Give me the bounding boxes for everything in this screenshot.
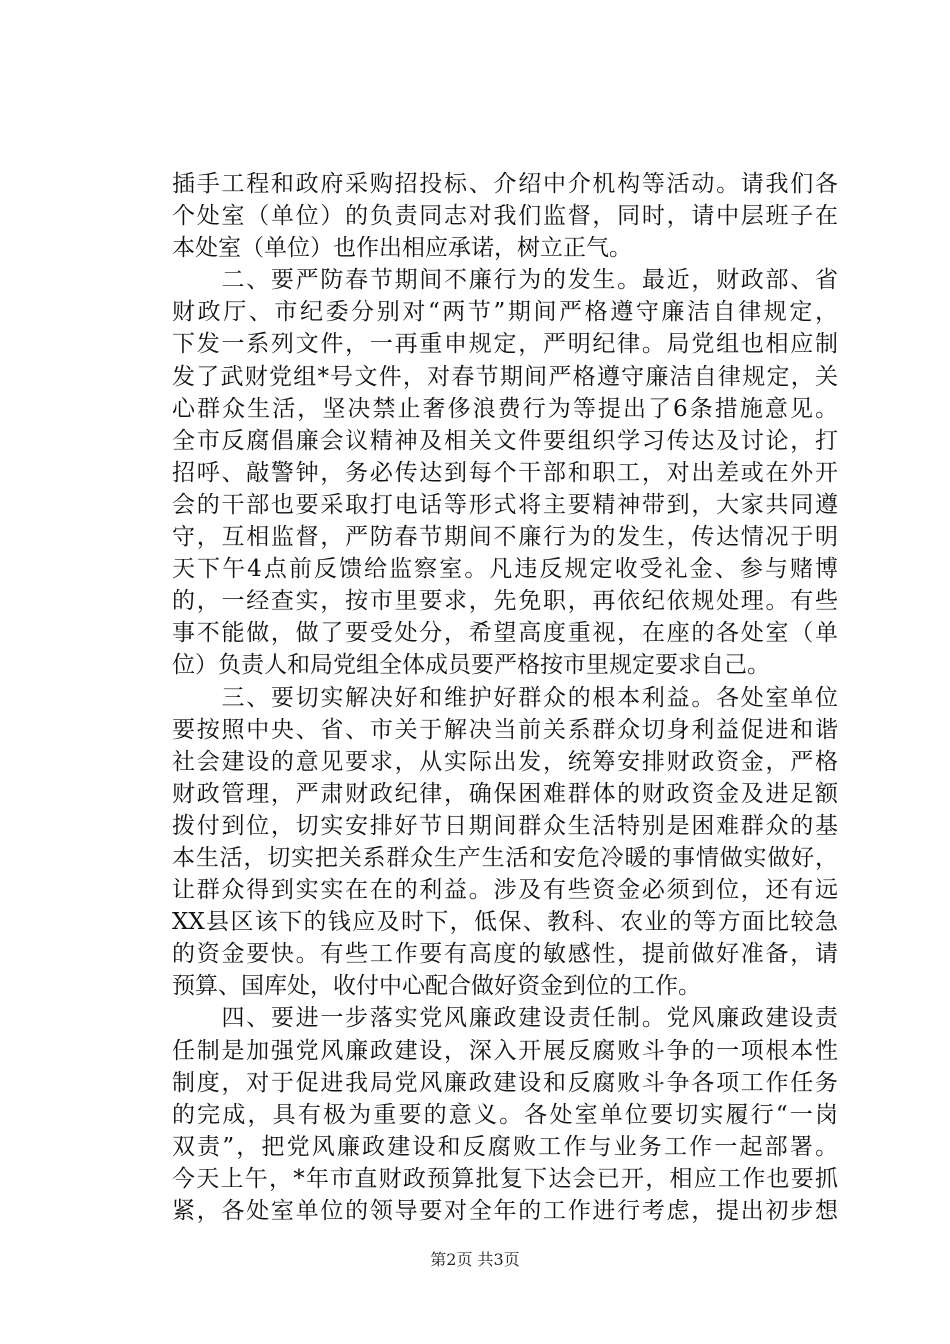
text-line: 拨付到位，切实安排好节日期间群众生活特别是困难群众的基: [172, 812, 838, 839]
text-line: 紧，各处室单位的领导要对全年的工作进行考虑，提出初步想: [172, 1198, 838, 1224]
text-line: 今天上午，*年市直财政预算批复下达会已开，相应工作也要抓: [172, 1165, 838, 1192]
text-line: 本处室（单位）也作出相应承诺，树立正气。: [172, 235, 632, 262]
page-footer: 第2页 共3页: [430, 1250, 520, 1269]
text-line: 的，一经查实，按市里要求，先免职，再依纪依规处理。有些: [172, 588, 838, 615]
text-line: 的完成，具有极为重要的意义。各处室单位要切实履行“一岗: [172, 1101, 838, 1128]
text-line: 会的干部也要采取打电话等形式将主要精神带到，大家共同遵: [172, 491, 838, 518]
text-line: 招呼、敲警钟，务必传达到每个干部和职工，对出差或在外开: [172, 459, 838, 486]
text-line: 制度，对于促进我局党风廉政建设和反腐败斗争各项工作任务: [172, 1069, 838, 1096]
text-line: 任制是加强党风廉政建设，深入开展反腐败斗争的一项根本性: [172, 1037, 838, 1064]
text-line: 个处室（单位）的负责同志对我们监督，同时，请中层班子在: [172, 203, 838, 230]
text-line: 全市反腐倡廉会议精神及相关文件要组织学习传达及讨论，打: [172, 427, 838, 454]
text-line: 的资金要快。有些工作要有高度的敏感性，提前做好准备，请: [172, 941, 838, 968]
text-line: 社会建设的意见要求，从实际出发，统筹安排财政资金，严格: [172, 748, 838, 775]
text-line: 财政厅、市纪委分别对“两节”期间严格遵守廉洁自律规定，: [172, 299, 838, 326]
text-line: 下发一系列文件，一再重申规定，严明纪律。局党组也相应制: [172, 331, 838, 358]
text-line: XX县区该下的钱应及时下，低保、教科、农业的等方面比较急: [172, 909, 838, 936]
text-line: 财政管理，严肃财政纪律，确保困难群体的财政资金及进足额: [172, 780, 838, 807]
text-line: 双责”，把党风廉政建设和反腐败工作与业务工作一起部署。: [172, 1133, 838, 1160]
text-line: 插手工程和政府采购招投标、介绍中介机构等活动。请我们各: [172, 171, 838, 197]
text-line: 二、要严防春节期间不廉行为的发生。最近，财政部、省: [172, 267, 838, 294]
text-line: 发了武财党组*号文件，对春节期间严格遵守廉洁自律规定，关: [172, 363, 838, 390]
text-line: 心群众生活，坚决禁止奢侈浪费行为等提出了6条措施意见。: [172, 395, 838, 422]
text-line: 预算、国库处，收付中心配合做好资金到位的工作。: [172, 973, 701, 1000]
text-line: 要按照中央、省、市关于解决当前关系群众切身利益促进和谐: [172, 716, 838, 743]
text-line: 让群众得到实实在在的利益。涉及有些资金必须到位，还有远: [172, 877, 838, 904]
text-line: 守，互相监督，严防春节期间不廉行为的发生，传达情况于明: [172, 524, 838, 551]
text-line: 位）负责人和局党组全体成员要严格按市里规定要求自己。: [172, 652, 770, 679]
text-line: 事不能做，做了要受处分，希望高度重视，在座的各处室（单: [172, 620, 838, 647]
text-line: 三、要切实解决好和维护好群众的根本利益。各处室单位: [172, 684, 838, 711]
text-line: 天下午4点前反馈给监察室。凡违反规定收受礼金、参与赌博: [172, 556, 838, 583]
text-line: 四、要进一步落实党风廉政建设责任制。党风廉政建设责: [172, 1005, 838, 1032]
text-line: 本生活，切实把关系群众生产生活和安危冷暖的事情做实做好，: [172, 844, 838, 871]
document-body: [172, 168, 838, 1227]
